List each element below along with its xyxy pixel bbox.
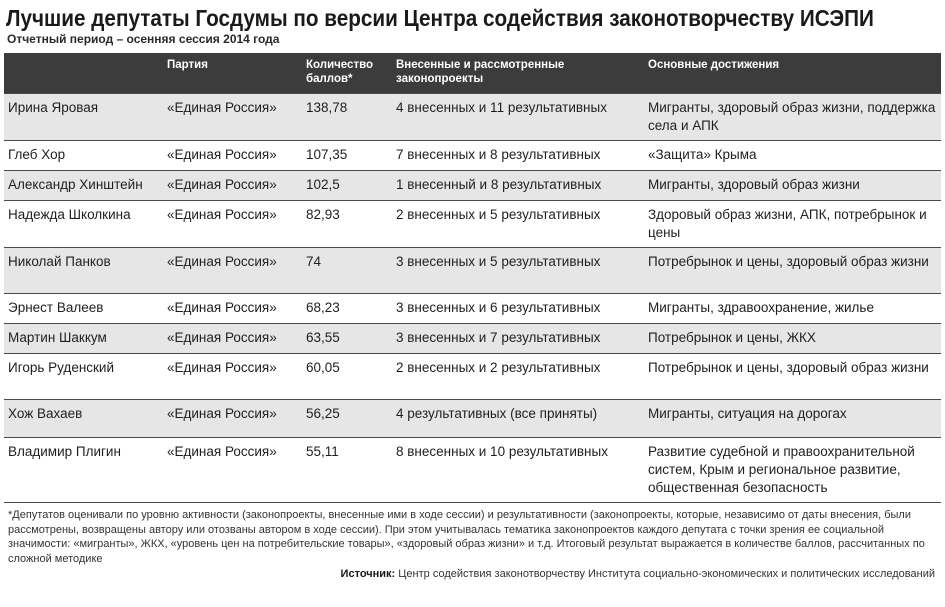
page-subtitle: Отчетный период – осенняя сессия 2014 года [7, 32, 280, 46]
bills-cell: 7 внесенных и 8 результативных [396, 147, 601, 162]
column-header-name [4, 53, 163, 94]
table-row [4, 201, 941, 248]
score-cell: 107,35 [306, 147, 348, 162]
table-row [4, 400, 941, 438]
party-cell: «Единая Россия» [167, 444, 277, 459]
party-cell: «Единая Россия» [167, 207, 277, 222]
table-row [4, 324, 941, 354]
bills-cell: 1 внесенный и 8 результативных [396, 177, 602, 192]
score-cell: 56,25 [306, 406, 340, 421]
party-cell: «Единая Россия» [167, 177, 277, 192]
score-cell: 63,55 [306, 330, 340, 345]
column-header-bills: Внесенные и рассмотренные законопроекты [396, 59, 565, 85]
score-cell: 82,93 [306, 207, 340, 222]
achievements-cell: Мигранты, здоровый образ жизни [648, 177, 860, 192]
footnote: *Депутатов оценивали по уровню активности (законопроекты, внесенные ими в ходе сессии) и результативности (законопроекты, которые, независимо от даты внесения, были рассмотрены, возвращены автору или отозваны автором в ходе сессии). При этом учитывалась тематика законопроектов каждого депутата с точки зрения ее социальной значимости: «мигранты», ЖКХ, «уровень цен на потребительские товары», «здоровый образ жизни» и т.д. Итоговый результат выражается в количестве баллов, рассчитанных по сложной методике [8, 509, 925, 565]
score-cell: 74 [306, 254, 322, 269]
bills-cell: 3 внесенных и 7 результативных [396, 330, 601, 345]
deputies-table [4, 53, 941, 502]
deputy-name-cell: Эрнест Валеев [8, 300, 104, 315]
achievements-cell: Потребрынок и цены, здоровый образ жизни [648, 360, 929, 375]
deputy-name-cell: Мартин Шаккум [8, 330, 107, 345]
score-cell: 55,11 [306, 444, 339, 459]
achievements-cell: Мигранты, ситуация на дорогах [648, 406, 847, 421]
achievements-cell: «Защита» Крыма [648, 147, 757, 162]
bills-cell: 3 внесенных и 5 результативных [396, 254, 601, 269]
column-header-achievements: Основные достижения [648, 59, 780, 71]
deputy-name-cell: Николай Панков [8, 254, 111, 269]
party-cell: «Единая Россия» [167, 100, 277, 115]
bills-cell: 8 внесенных и 10 результативных [396, 444, 608, 459]
source-line [4, 567, 935, 581]
party-cell: «Единая Россия» [167, 254, 277, 269]
deputy-name-cell: Ирина Яровая [8, 100, 99, 115]
party-cell: «Единая Россия» [167, 360, 277, 375]
deputy-name-cell: Игорь Руденский [8, 360, 115, 375]
table-row [4, 354, 941, 400]
page-title: Лучшие депутаты Госдумы по версии Центра содействия законотворчеству ИСЭПИ [6, 5, 874, 31]
table-row [4, 294, 941, 324]
deputy-name-cell: Глеб Хор [8, 147, 66, 162]
deputy-name-cell: Александр Хинштейн [8, 177, 143, 192]
score-cell: 68,23 [306, 300, 340, 315]
column-header-party: Партия [167, 59, 208, 71]
party-cell: «Единая Россия» [167, 406, 277, 421]
party-cell: «Единая Россия» [167, 300, 277, 315]
achievements-cell: Развитие судебной и правоохранительной систем, Крым и региональное развитие, общественная безопасность [648, 444, 915, 495]
deputy-name-cell: Надежда Школкина [8, 207, 131, 222]
score-cell: 138,78 [306, 100, 348, 115]
source-text: Центр содействия законотворчеству Института социально-экономических и политических исследований [398, 568, 935, 580]
column-header-score: Количество баллов* [306, 59, 374, 85]
table-row [4, 438, 941, 503]
deputy-name-cell: Владимир Плигин [8, 444, 121, 459]
table-row [4, 94, 941, 141]
party-cell: «Единая Россия» [167, 330, 277, 345]
table-header-row [4, 53, 941, 94]
achievements-cell: Здоровый образ жизни, АПК, потребрынок и цены [648, 207, 927, 240]
party-cell: «Единая Россия» [167, 147, 277, 162]
score-cell: 60,05 [306, 360, 340, 375]
bills-cell: 4 внесенных и 11 результативных [396, 100, 607, 115]
achievements-cell: Мигранты, здоровый образ жизни, поддержка села и АПК [648, 100, 936, 133]
table-row [4, 141, 941, 171]
bills-cell: 3 внесенных и 6 результативных [396, 300, 601, 315]
table-row [4, 248, 941, 294]
achievements-cell: Потребрынок и цены, ЖКХ [648, 330, 816, 345]
achievements-cell: Потребрынок и цены, здоровый образ жизни [648, 254, 929, 269]
deputy-name-cell: Хож Вахаев [8, 406, 83, 421]
score-cell: 102,5 [306, 177, 340, 192]
footer-divider [4, 502, 941, 503]
achievements-cell: Мигранты, здравоохранение, жилье [648, 300, 874, 315]
table-row [4, 171, 941, 201]
bills-cell: 2 внесенных и 2 результативных [396, 360, 601, 375]
bills-cell: 2 внесенных и 5 результативных [396, 207, 601, 222]
source-label: Источник: [340, 568, 396, 580]
bills-cell: 4 результативных (все приняты) [396, 406, 598, 421]
